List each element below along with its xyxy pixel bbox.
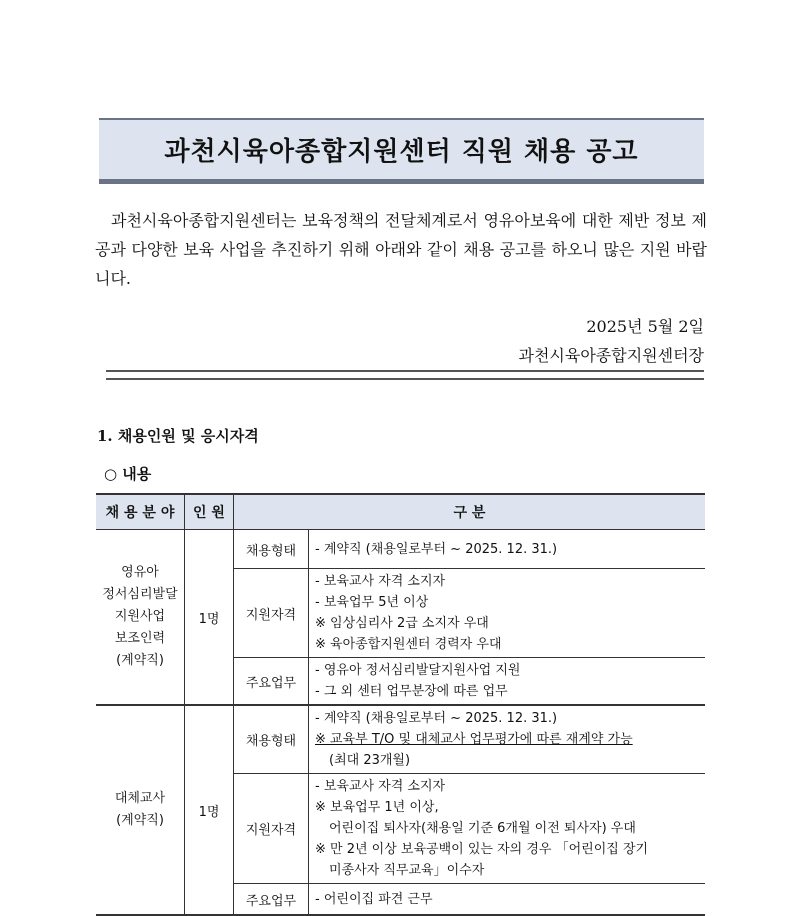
field-line: 보조인력 [114, 631, 166, 646]
detail-cell [309, 658, 706, 706]
field-line: (계약직) [116, 653, 164, 668]
detail-line: ※ 임상심리사 2급 소지자 우대 [315, 616, 489, 631]
detail-line: 어린이집 퇴사자(채용일 기준 6개월 이전 퇴사자) 우대 [329, 821, 636, 836]
detail-line: ※ 교육부 T/O 및 대체교사 업무평가에 따른 재계약 가능 [315, 732, 633, 747]
header-category: 구 분 [234, 494, 706, 530]
title-banner [99, 118, 704, 184]
page-title: 과천시육아종합지원센터 직원 채용 공고 [164, 137, 639, 167]
detail-line: - 그 외 센터 업무분장에 따른 업무 [315, 684, 508, 699]
detail-cell [309, 705, 706, 774]
detail-cell [309, 569, 706, 658]
detail-line: (최대 23개월) [329, 753, 411, 768]
detail-line: 미종사자 직무교육」이수자 [329, 863, 485, 878]
count-cell: 1명 [185, 705, 234, 915]
label-cell: 지원자격 [234, 569, 309, 658]
label-cell: 주요업무 [234, 658, 309, 706]
field-line: 지원사업 [114, 609, 166, 624]
field-line: 대체교사 [114, 791, 166, 806]
section-heading: 1. 채용인원 및 응시자격 [97, 427, 259, 445]
field-line: (계약직) [116, 813, 164, 828]
detail-line: - 보육교사 자격 소지자 [315, 779, 446, 794]
intro-paragraph [95, 206, 707, 293]
label-cell: 지원자격 [234, 774, 309, 884]
detail-line: ※ 만 2년 이상 보육공백이 있는 자의 경우 「어린이집 장기 [315, 842, 649, 857]
label-cell: 채용형태 [234, 705, 309, 774]
detail-line: - 보육교사 자격 소지자 [315, 574, 446, 589]
intro-text: 과천시육아종합지원센터는 보육정책의 전달체계로서 영유아보육에 대한 제반 정보 제공과 다양한 보육 사업을 추진하기 위해 아래와 같이 채용 공고를 하오니 많은 지원 바랍니다. [95, 211, 707, 288]
detail-cell [309, 774, 706, 884]
detail-line: ※ 보육업무 1년 이상, [315, 800, 439, 815]
detail-line: ※ 육아종합지원센터 경력자 우대 [315, 637, 502, 652]
field-line: 정서심리발달 [102, 587, 178, 602]
detail-line: - 계약직 (채용일로부터 ~ 2025. 12. 31.) [315, 711, 558, 726]
count-cell: 1명 [185, 530, 234, 706]
field-line: 영유아 [121, 565, 159, 580]
detail-line: - 보육업무 5년 이상 [315, 595, 429, 610]
detail-line: - 어린이집 파견 근무 [315, 891, 433, 907]
separator-line [106, 370, 704, 380]
detail-cell [309, 884, 706, 916]
recruitment-table [96, 493, 705, 916]
header-field: 채 용 분 야 [96, 494, 185, 530]
detail-cell [309, 530, 706, 569]
announcement-date: 2025년 5월 2일 [586, 317, 704, 336]
table-row [96, 705, 705, 774]
field-cell [96, 530, 185, 706]
header-count: 인 원 [185, 494, 234, 530]
label-cell: 채용형태 [234, 530, 309, 569]
table-row [96, 530, 705, 569]
issuer-name: 과천시육아종합지원센터장 [518, 346, 704, 365]
detail-line: - 영유아 정서심리발달지원사업 지원 [315, 663, 521, 678]
field-cell [96, 705, 185, 915]
detail-line: - 계약직 (채용일로부터 ~ 2025. 12. 31.) [315, 541, 558, 557]
subsection-heading: ○ 내용 [104, 465, 152, 483]
label-cell: 주요업무 [234, 884, 309, 916]
